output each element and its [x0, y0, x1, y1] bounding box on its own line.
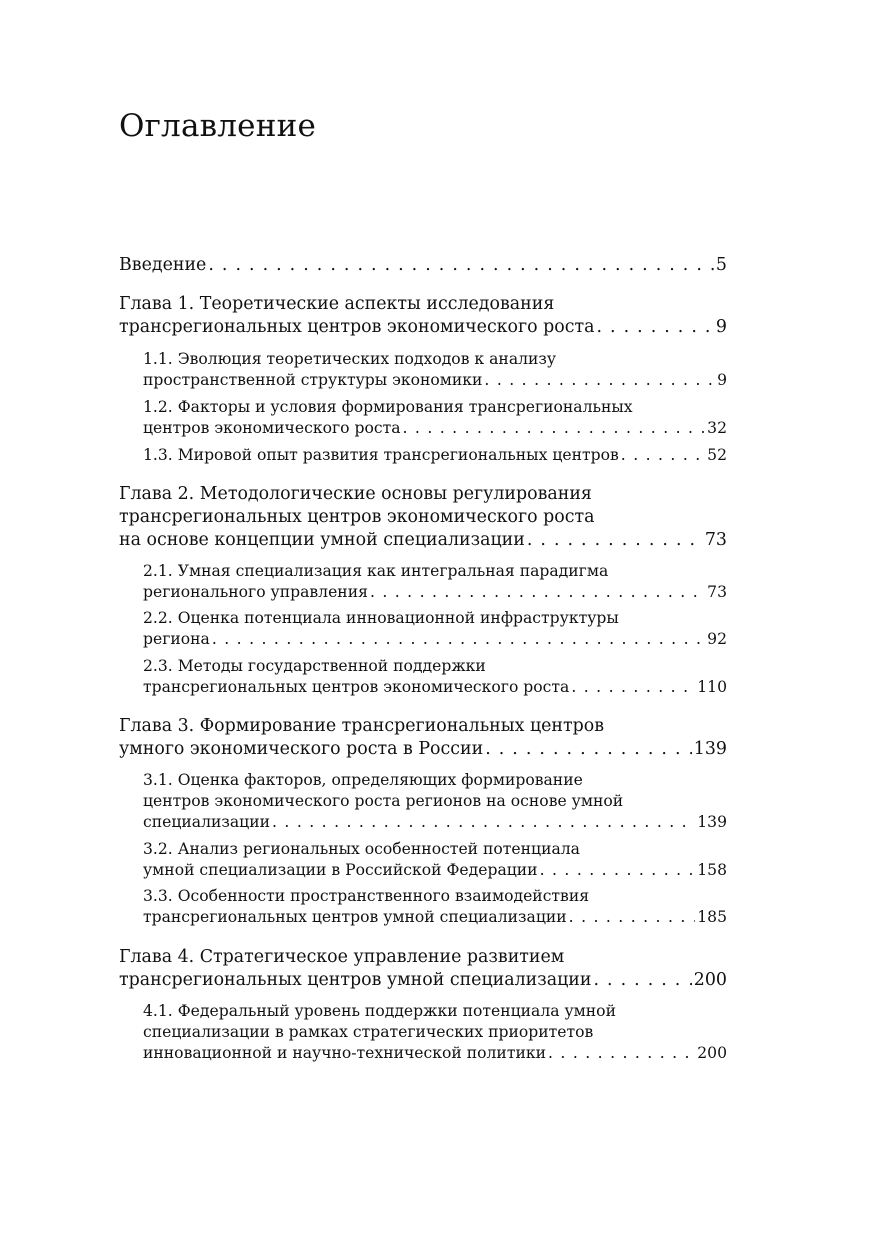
- toc-entry-title-line: умного экономического роста в России: [119, 739, 484, 759]
- toc-entry-last-line: [143, 581, 727, 603]
- page-number: 32: [707, 419, 727, 437]
- dot-leader: [569, 906, 696, 928]
- toc-entry-title-line: 3.3. Особенности пространственного взаимодействия: [143, 887, 590, 905]
- toc-entry-title-line: центров экономического роста: [143, 419, 401, 437]
- page-number: 158: [697, 861, 727, 879]
- toc-entry-title-line: Глава 2. Методологические основы регулирования: [119, 484, 592, 504]
- toc-entry-title-line: 3.2. Анализ региональных особенностей потенциала: [143, 840, 580, 858]
- page-number: 73: [707, 583, 727, 601]
- page-number: 139: [693, 739, 727, 759]
- toc-entry-title-line: на основе концепции умной специализации: [119, 530, 525, 550]
- toc-entry-title-line: специализации в рамках стратегических приоритетов: [143, 1023, 594, 1041]
- toc-entry-title-line: пространственной структуры экономики: [143, 371, 483, 389]
- page-number: 139: [697, 813, 727, 831]
- toc-entry-title-line: 2.1. Умная специализация как интегральная парадигма: [143, 562, 609, 580]
- toc-entry-last-line: [143, 1042, 727, 1064]
- dot-leader: [212, 628, 705, 650]
- toc-entry-title-line: 3.1. Оценка факторов, определяющих формирование: [143, 771, 583, 789]
- toc-entry-title-line: трансрегиональных центров экономического роста: [119, 317, 595, 337]
- toc-entry-title-line: региона: [143, 630, 210, 648]
- toc-entry-title-line: 1.2. Факторы и условия формирования трансрегиональных: [143, 398, 633, 416]
- toc-entry-last-line: [143, 859, 727, 881]
- toc-entry-last-line: [119, 316, 727, 338]
- toc-entry-title-line: Глава 3. Формирование трансрегиональных центров: [119, 716, 605, 736]
- toc-entry-title-line: трансрегиональных центров умной специализации: [143, 908, 567, 926]
- dot-leader: [484, 369, 715, 391]
- dot-leader: [208, 254, 714, 276]
- dot-leader: [527, 529, 703, 551]
- page-number: 92: [707, 630, 727, 648]
- toc-entry-last-line: [119, 738, 727, 760]
- page-number: 5: [715, 255, 727, 275]
- toc-entry-title-line: Введение: [119, 255, 207, 275]
- toc-entry-title-line: инновационной и научно-технической политики: [143, 1044, 546, 1062]
- toc-entry-last-line: [119, 969, 727, 991]
- dot-leader: [485, 738, 692, 760]
- toc-entry-title-line: Глава 1. Теоретические аспекты исследования: [119, 294, 555, 314]
- toc-entry-last-line: [119, 529, 727, 551]
- page-number: 185: [697, 908, 727, 926]
- dot-leader: [548, 1042, 695, 1064]
- dot-leader: [272, 811, 695, 833]
- toc-entry-last-line: [143, 676, 727, 698]
- dot-leader: [571, 676, 695, 698]
- toc-entry-title-line: регионального управления: [143, 583, 368, 601]
- toc-entry-title-line: 2.2. Оценка потенциала инновационной инфраструктуры: [143, 609, 619, 627]
- toc-entry-title-line: трансрегиональных центров умной специализации: [119, 970, 592, 990]
- dot-leader: [621, 444, 705, 466]
- toc-entry-title-line: 4.1. Федеральный уровень поддержки потенциала умной: [143, 1002, 616, 1020]
- toc-entry-last-line: [143, 906, 727, 928]
- toc-entry-last-line: [143, 369, 727, 391]
- toc-entry-title-line: умной специализации в Российской Федерации: [143, 861, 538, 879]
- toc-entry-title-line: трансрегиональных центров экономического роста: [119, 507, 595, 527]
- toc-entry-last-line: [143, 628, 727, 650]
- page-number: 52: [707, 446, 727, 464]
- page-number: 200: [693, 970, 727, 990]
- toc-entry-last-line: [119, 254, 727, 276]
- dot-leader: [596, 316, 713, 338]
- page-title: Оглавление: [119, 108, 316, 144]
- dot-leader: [593, 969, 691, 991]
- toc-entry-title-line: Глава 4. Стратегическое управление развитием: [119, 947, 565, 967]
- dot-leader: [370, 581, 705, 603]
- toc-entry-title-line: специализации: [143, 813, 270, 831]
- toc-entry-title-line: 2.3. Методы государственной поддержки: [143, 657, 486, 675]
- page-number: 9: [715, 317, 727, 337]
- toc-entry-last-line: [143, 444, 727, 466]
- toc-entry-last-line: [143, 417, 727, 439]
- toc-entry-title-line: центров экономического роста регионов на основе умной: [143, 792, 624, 810]
- page-number: 200: [697, 1044, 727, 1062]
- toc-entry-last-line: [143, 811, 727, 833]
- toc-entry-title-line: трансрегиональных центров экономического роста: [143, 678, 570, 696]
- toc-entry-title-line: 1.1. Эволюция теоретических подходов к анализу: [143, 350, 557, 368]
- dot-leader: [403, 417, 706, 439]
- toc-entry-title-line: 1.3. Мировой опыт развития трансрегиональных центров: [143, 446, 619, 464]
- page-number: 9: [717, 371, 727, 389]
- dot-leader: [540, 859, 696, 881]
- page-number: 110: [697, 678, 727, 696]
- page-number: 73: [704, 530, 727, 550]
